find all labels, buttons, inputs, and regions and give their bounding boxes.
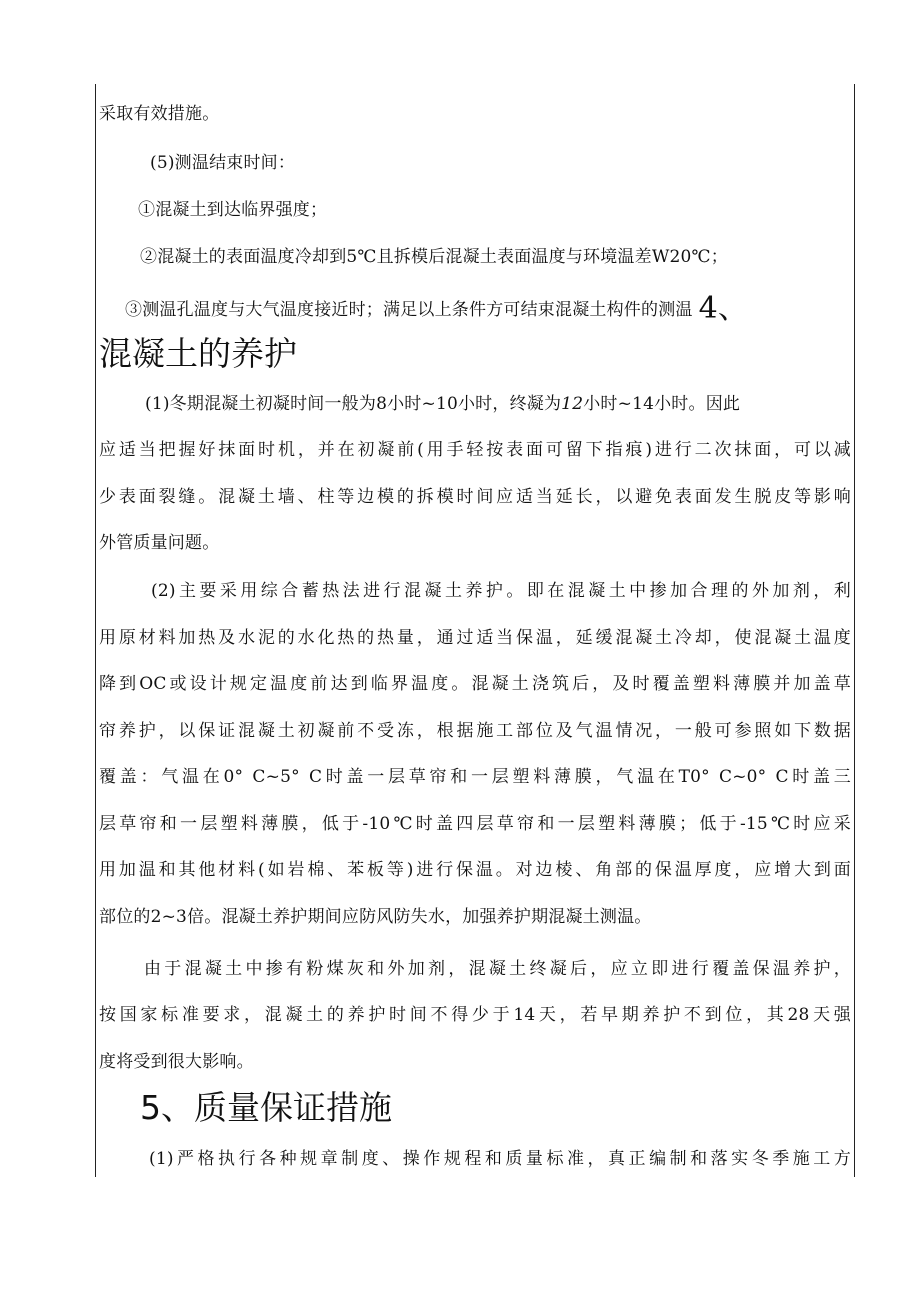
text-line: (5)测温结束时间： <box>150 153 296 173</box>
text-span: 小时~14小时。因此 <box>583 394 741 414</box>
text-line: 用原材料加热及水泥的水化热的热量，通过适当保温，延缓混凝土冷却，使混凝土温度 <box>99 628 851 648</box>
text-line: 按国家标准要求，混凝土的养护时间不得少于14天，若早期养护不到位，其28天强 <box>99 1005 851 1025</box>
text-span: (1)冬期混凝土初凝时间一般为8小时~10小时，终凝为 <box>145 394 562 414</box>
section-heading: 混凝土的养护 <box>99 334 297 373</box>
text-line: 采取有效措施。 <box>99 104 220 124</box>
text-line: ②混凝土的表面温度冷却到5℃且拆模后混凝土表面温度与环境温差W20℃； <box>140 247 728 267</box>
text-line: 降到OC或设计规定温度前达到临界温度。混凝土浇筑后，及时覆盖塑料薄膜并加盖草 <box>99 674 851 694</box>
text-line: 度将受到很大影响。 <box>99 1052 254 1072</box>
text-line: 少表面裂缝。混凝土墙、柱等边模的拆模时间应适当延长，以避免表面发生脱皮等影响 <box>99 487 851 507</box>
text-span: 12 <box>561 394 584 414</box>
text-line: 由于混凝土中掺有粉煤灰和外加剂，混凝土终凝后，应立即进行覆盖保温养护， <box>144 959 851 979</box>
text-line: 部位的2~3倍。混凝土养护期间应防风防失水，加强养护期混凝土测温。 <box>99 907 652 927</box>
section-number: 4、 <box>698 291 749 326</box>
text-line: 覆盖：气温在0° C~5° C时盖一层草帘和一层塑料薄膜，气温在T0° C~0° C时盖三 <box>99 767 851 787</box>
text-line: ①混凝土到达临界强度； <box>138 200 328 220</box>
text-line <box>145 393 851 415</box>
text-line: (1)严格执行各种规章制度、操作规程和质量标准，真正编制和落实冬季施工方 <box>149 1149 851 1169</box>
text-line: (2)主要采用综合蓄热法进行混凝土养护。即在混凝土中掺加合理的外加剂，利 <box>151 581 851 601</box>
section-heading: 5、质量保证措施 <box>140 1088 392 1127</box>
text-line <box>125 291 851 326</box>
text-line: 外管质量问题。 <box>99 533 220 553</box>
text-line: 用加温和其他材料(如岩棉、苯板等)进行保温。对边棱、角部的保温厚度，应增大到面 <box>99 860 851 880</box>
text-line: 应适当把握好抹面时机，并在初凝前(用手轻按表面可留下指痕)进行二次抹面，可以减 <box>99 440 851 460</box>
text-line: 层草帘和一层塑料薄膜，低于-10℃时盖四层草帘和一层塑料薄膜；低于-15℃时应采 <box>99 814 851 834</box>
text-span: ③测温孔温度与大气温度接近时；满足以上条件方可结束混凝土构件的测温 <box>125 300 693 320</box>
text-line: 帘养护，以保证混凝土初凝前不受冻，根据施工部位及气温情况，一般可参照如下数据 <box>99 721 851 741</box>
